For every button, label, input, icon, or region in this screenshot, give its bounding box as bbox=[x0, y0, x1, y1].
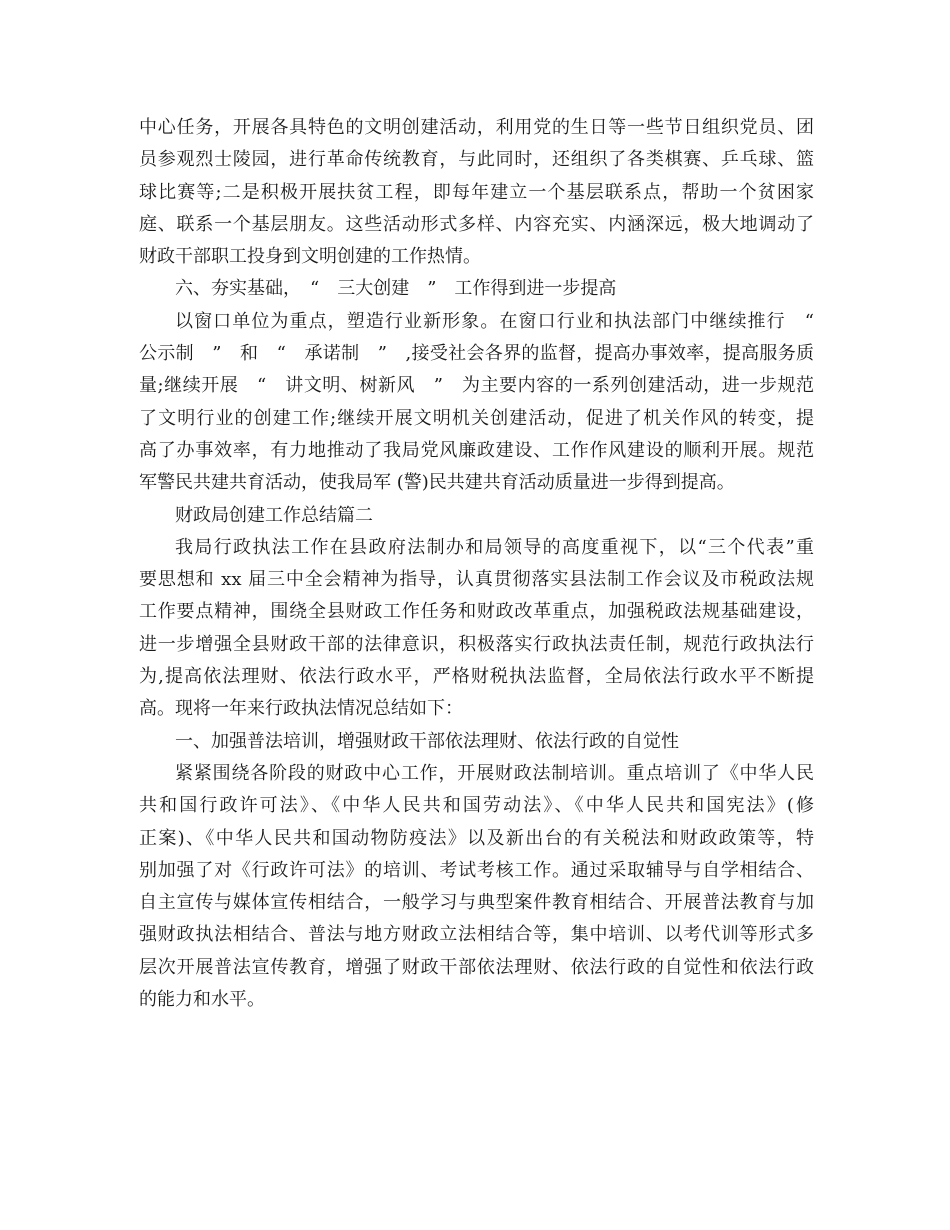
text-line: 为,提高依法理财、依法行政水平，严格财税执法监督，全局依法行政水平不断提 bbox=[139, 666, 814, 688]
text-line: 高。现将一年来行政执法情况总结如下： bbox=[139, 698, 463, 720]
text-line: 正案)、《中华人民共和国动物防疫法》以及新出台的有关税法和财政政策等，特 bbox=[139, 827, 814, 849]
text-line: 别加强了对《行政许可法》的培训、考试考核工作。通过采取辅导与自学相结合、 bbox=[139, 859, 814, 881]
text-line: 以窗口单位为重点，塑造行业新形象。在窗口行业和执法部门中继续推行 “ bbox=[175, 310, 814, 332]
text-line: 进一步增强全县财政干部的法律意识，积极落实行政执法责任制，规范行政执法行 bbox=[139, 633, 814, 655]
text-line: 的能力和水平。 bbox=[139, 989, 265, 1011]
text-line: 员参观烈士陵园，进行革命传统教育，与此同时，还组织了各类棋赛、乒乓球、篮 bbox=[139, 149, 814, 171]
text-line: 要思想和 xx 届三中全会精神为指导，认真贯彻落实县法制工作会议及市税政法规 bbox=[139, 569, 814, 591]
text-line: 庭、联系一个基层朋友。这些活动形式多样、内容充实、内涵深远，极大地调动了 bbox=[139, 213, 814, 235]
text-line: 我局行政执法工作在县政府法制办和局领导的高度重视下，以“三个代表”重 bbox=[175, 536, 814, 558]
text-line: 自主宣传与媒体宣传相结合，一般学习与典型案件教育相结合、开展普法教育与加 bbox=[139, 892, 814, 914]
text-line: 量;继续开展 “ 讲文明、树新风 ” 为主要内容的一系列创建活动，进一步规范 bbox=[139, 375, 814, 397]
text-line: 六、夯实基础， “ 三大创建 ” 工作得到进一步提高 bbox=[175, 278, 617, 300]
text-line: 财政干部职工投身到文明创建的工作热情。 bbox=[139, 246, 481, 268]
text-line: 公示制 ” 和 “ 承诺制 ” ,接受社会各界的监督，提高办事效率，提高服务质 bbox=[139, 343, 814, 365]
text-line: 紧紧围绕各阶段的财政中心工作，开展财政法制培训。重点培训了《中华人民 bbox=[175, 762, 814, 784]
text-line: 强财政执法相结合、普法与地方财政立法相结合等，集中培训、以考代训等形式多 bbox=[139, 924, 814, 946]
text-line: 共和国行政许可法》、《中华人民共和国劳动法》、《中华人民共和国宪法》(修 bbox=[139, 795, 814, 817]
text-line: 高了办事效率，有力地推动了我局党风廉政建设、工作作风建设的顺利开展。规范 bbox=[139, 439, 814, 461]
text-line: 层次开展普法宣传教育，增强了财政干部依法理财、依法行政的自觉性和依法行政 bbox=[139, 956, 814, 978]
text-line: 军警民共建共育活动，使我局军 (警)民共建共育活动质量进一步得到提高。 bbox=[139, 472, 735, 494]
document-body bbox=[139, 112, 814, 1016]
text-line: 工作要点精神，围绕全县财政工作任务和财政改革重点，加强税政法规基础建设， bbox=[139, 601, 814, 623]
text-line: 了文明行业的创建工作;继续开展文明机关创建活动，促进了机关作风的转变，提 bbox=[139, 407, 814, 429]
text-line: 一、加强普法培训，增强财政干部依法理财、依法行政的自觉性 bbox=[175, 730, 679, 752]
text-line: 财政局创建工作总结篇二 bbox=[175, 504, 373, 526]
text-line: 球比赛等;二是积极开展扶贫工程，即每年建立一个基层联系点，帮助一个贫困家 bbox=[139, 181, 814, 203]
text-line: 中心任务，开展各具特色的文明创建活动，利用党的生日等一些节日组织党员、团 bbox=[139, 117, 814, 138]
